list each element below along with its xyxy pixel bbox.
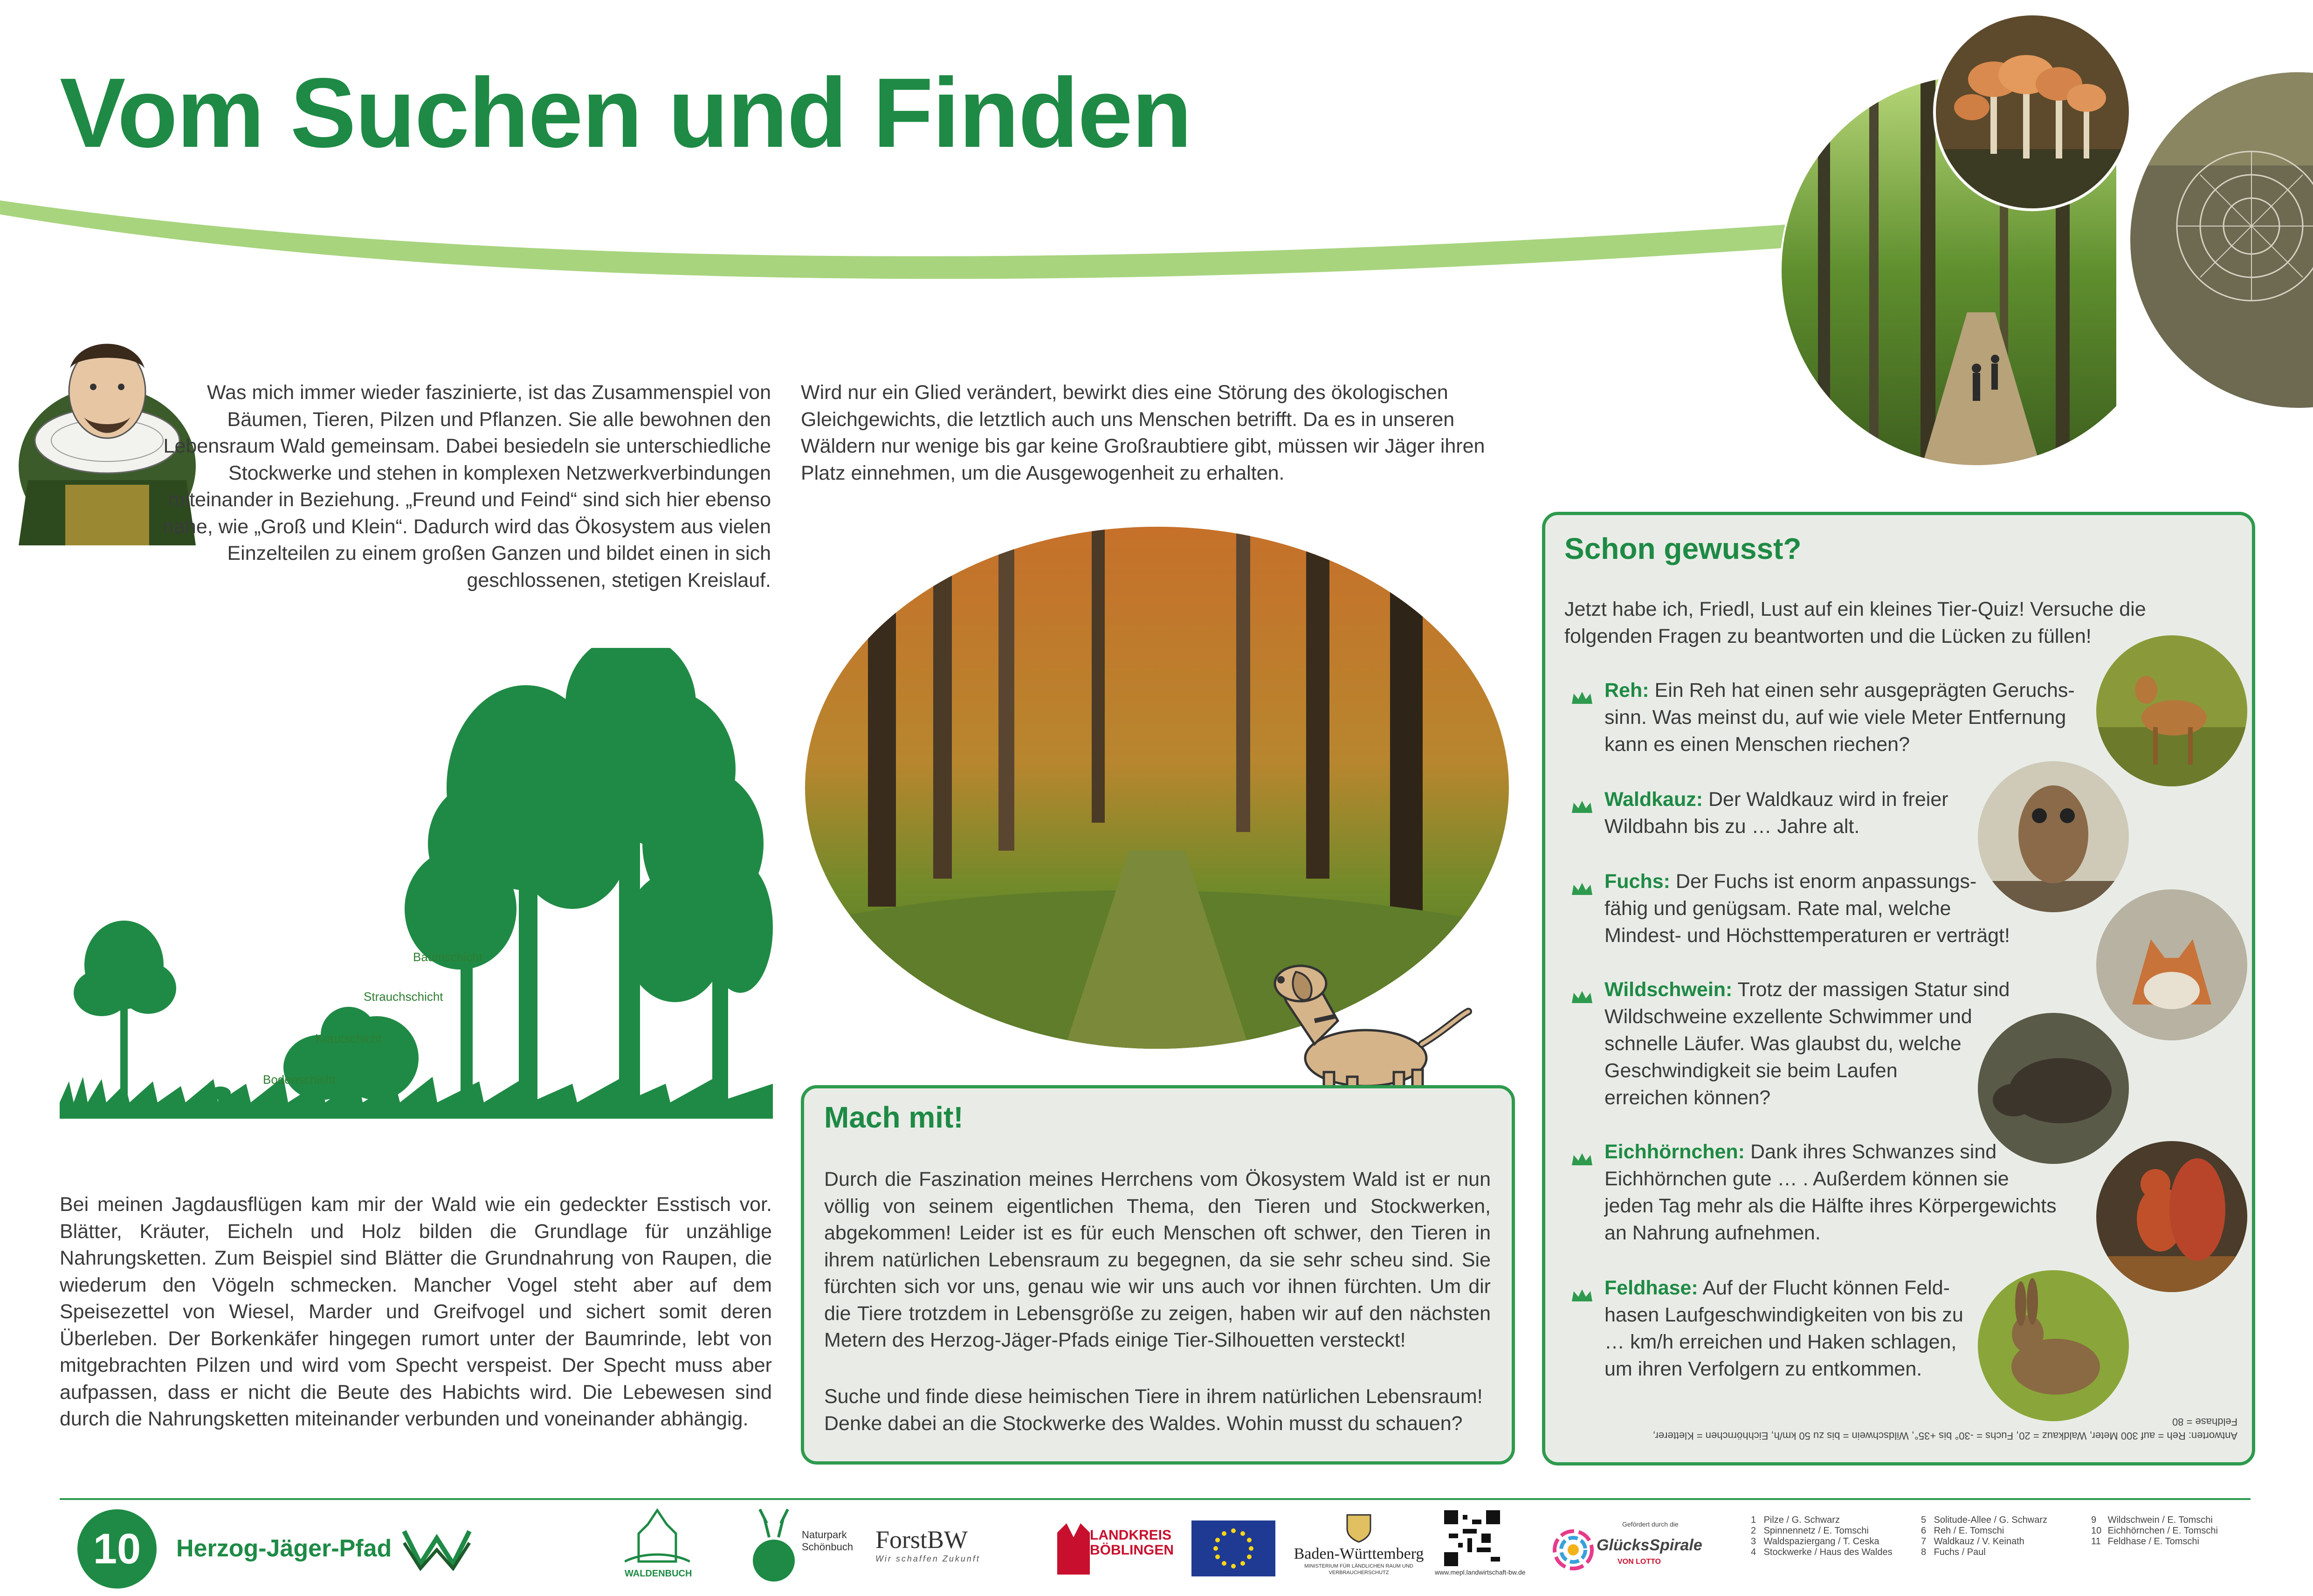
- layer-label-strauch: Strauchschicht: [364, 990, 443, 1004]
- credit-item: 10 Eichhörnchen / E. Tomschi: [2091, 1526, 2218, 1536]
- quiz-animal-feldhase: Feldhase:: [1604, 1277, 1698, 1299]
- baden-wuerttemberg-logo: [1291, 1510, 1426, 1576]
- trail-name: Herzog-Jäger-Pfad: [176, 1535, 392, 1562]
- credit-item: 3 Waldspaziergang / T. Ceska: [1751, 1536, 1879, 1547]
- mach-mit-paragraph-2: Suche und finde diese heimischen Tiere in ihrem natürlichen Lebensraum! Denke dabei an die Stockwerke des Waldes. Wohin musst du schauen?: [824, 1385, 1483, 1435]
- quiz-animal-waldkauz: Waldkauz:: [1604, 788, 1703, 811]
- photo-credits: [1751, 1515, 2254, 1575]
- lotto-label: VON LOTTO: [1618, 1558, 1661, 1566]
- quiz-line: Wildschweine exzellente Schwimmer und: [1604, 1005, 1972, 1028]
- hare-photo: [1976, 1269, 2130, 1423]
- quiz-line: Der Fuchs ist enorm anpassungs-: [1675, 870, 1977, 893]
- quiz-answers-line-2: Feldhase = 80: [2172, 1416, 2237, 1428]
- credit-item: 9 Wildschwein / E. Tomschi: [2091, 1515, 2213, 1525]
- station-number-badge: [77, 1509, 157, 1589]
- eu-flag-icon: [1191, 1520, 1275, 1576]
- quiz-line: hasen Laufgeschwindigkeiten von bis zu: [1604, 1304, 1963, 1326]
- station-number: 10: [93, 1525, 141, 1573]
- quiz-line: Trotz der massigen Statur sind: [1737, 978, 2010, 1001]
- quiz-intro: Jetzt habe ich, Friedl, Lust auf ein kleines Tier-Quiz! Versuche die folgenden Fragen zu beantworten und die Lücken zu füllen!: [1564, 598, 2146, 647]
- credit-item: 8 Fuchs / Paul: [1921, 1547, 1986, 1557]
- quiz-animal-wildschwein: Wildschwein:: [1604, 978, 1733, 1001]
- layer-label-baum: Baumschicht: [413, 950, 482, 964]
- crown-icon: [1571, 794, 1593, 808]
- credit-item: 7 Waldkauz / V. Keinath: [1921, 1536, 2024, 1547]
- bw-label: Baden-Württemberg: [1294, 1545, 1424, 1562]
- mach-mit-paragraph-1: Durch die Faszination meines Herrchens vom Ökosystem Wald ist er nun völlig von seinem eigentlichen Thema, den Tieren und Stockwerken, abgekommen! Leider ist es für euch Menschen oft schwer, den Tieren in ihrem natürlichen Lebensraum zu begegnen, da sie sehr scheu sind. Sie fürchten sich vor uns, genau wie wir uns auch vor ihnen fürchten. Um dir die Tiere trotzdem in Lebensgröße zu zeigen, haben wir auf den nächsten Metern des Herzog-Jäger-Pfads einige Tier-Silhouetten versteckt!: [824, 1168, 1491, 1351]
- intro-text: Was mich immer wieder faszinierte, ist das Zusammenspiel von Bäumen, Tieren, Pilzen und Pflanzen. Sie alle bewohnen den Lebensraum Wald gemeinsam. Dabei besiedeln sie unterschiedliche Stockwerke und stehen in komplexen Netzwerkverbindungen miteinander in Beziehung. „Freund und Feind“ sind sich hier ebenso nahe, wie „Groß und Klein“. Dadurch wird das Ökosystem aus vielen Einzelteilen zu einem großen Ganzen und bildet einen in sich geschlossenen, stetigen Kreislauf.: [163, 381, 771, 592]
- quiz-animal-eichhoernchen: Eichhörnchen:: [1604, 1141, 1745, 1163]
- crown-icon: [1571, 1282, 1593, 1296]
- quiz-item-feldhase: [1571, 1274, 2037, 1383]
- quiz-title: Schon gewusst?: [1564, 532, 1802, 565]
- layer-label-kraut: Krautschicht: [315, 1032, 382, 1046]
- credit-item: 4 Stockwerke / Haus des Waldes: [1751, 1547, 1893, 1557]
- quiz-line: um ihren Verfolgern zu entkommen.: [1604, 1358, 1922, 1380]
- crown-icon: [1571, 876, 1593, 890]
- spider-web-photo: [2112, 72, 2313, 408]
- landkreis-label: LANDKREIS BÖBLINGEN: [1090, 1527, 1174, 1558]
- crown-icon: [1571, 984, 1593, 998]
- quiz-line: kann es einen Menschen riechen?: [1604, 733, 1910, 756]
- quiz-line: schnelle Läufer. Was glaubst du, welche: [1604, 1032, 1962, 1055]
- forstbw-tagline: Wir schaffen Zukunft: [875, 1554, 980, 1563]
- forstbw-logo: [875, 1525, 1029, 1564]
- credit-item: 5 Solitude-Allee / G. Schwarz: [1921, 1515, 2047, 1525]
- naturpark-logo: [750, 1505, 862, 1589]
- quiz-item-reh: [1571, 677, 2084, 758]
- footer-divider: [60, 1498, 2251, 1500]
- quiz-line: fähig und genügsam. Rate mal, welche: [1604, 897, 1951, 920]
- quiz-line: erreichen können?: [1604, 1087, 1771, 1109]
- ecosystem-text: Wird nur ein Glied verändert, bewirkt dies eine Störung des ökologischen Gleichgewichts, die letztlich auch uns Menschen betrifft. Da es in unseren Wäldern nur wenige bis gar keine Großraubtiere gibt, müssen wir Jäger ihren Platz einnehmen, um die Ausgewogenheit zu erhalten.: [801, 381, 1485, 484]
- quiz-line: Wildbahn bis zu … Jahre alt.: [1604, 815, 1860, 838]
- trail-logo-icon: [402, 1524, 472, 1571]
- waldenbuch-logo: [625, 1506, 690, 1585]
- gluecksspirale-funded: Gefördert durch die: [1622, 1520, 1679, 1528]
- quiz-animal-reh: Reh:: [1604, 679, 1649, 702]
- quiz-item-waldkauz: [1571, 786, 2037, 840]
- credit-item: 11 Feldhase / E. Tomschi: [2091, 1536, 2199, 1547]
- forstbw-label: ForstBW: [875, 1526, 968, 1554]
- page-title: Vom Suchen und Finden: [60, 57, 1191, 168]
- quiz-line: Mindest- und Höchsttemperaturen er verträgt!: [1604, 924, 2010, 947]
- quiz-line: an Nahrung aufnehmen.: [1604, 1222, 1821, 1244]
- quiz-line: … km/h erreichen und Haken schlagen,: [1604, 1331, 1957, 1353]
- credit-item: 6 Reh / E. Tomschi: [1921, 1526, 2004, 1536]
- quiz-line: Eichhörnchen gute … . Außerdem können sie: [1604, 1168, 2009, 1190]
- bw-sublabel: MINISTERIUM FÜR LÄNDLICHEN RAUM UND VERBRAUCHERSCHUTZ: [1304, 1563, 1413, 1575]
- quiz-line: Dank ihres Schwanzes sind: [1750, 1141, 1997, 1163]
- quiz-line: Auf der Flucht können Feld-: [1702, 1277, 1950, 1299]
- quiz-line: Ein Reh hat einen sehr ausgeprägten Geruchs-: [1654, 679, 2075, 702]
- quiz-animal-fuchs: Fuchs:: [1604, 870, 1670, 893]
- quiz-answers: [1576, 1415, 2237, 1443]
- food-chain-text: Bei meinen Jagdausflügen kam mir der Wald wie ein gedeckter Esstisch vor. Blätter, Kräuter, Eicheln und Holz bilden die Grundlage für unzählige Nahrungsketten. Zum Beispiel sind Blätter die Grundnahrung von Raupen, die wiederum den Vögeln schmecken. Mancher Vogel steht aber auf dem Speisezettel von Wiesel, Marder und Greifvogel und sichert somit deren Überleben. Der Borkenkäfer hingegen rumort unter der Baumrinde, lebt von mitgebrachten Pilzen und wird vom Specht verspeist. Der Specht muss aber aufpassen, dass er nicht die Beute des Habichts wird. Die Lebewesen sind durch die Nahrungsketten miteinander verbunden und voneinander abhängig.: [60, 1193, 772, 1430]
- mach-mit-title: Mach mit!: [824, 1101, 964, 1134]
- header-swoosh: [0, 186, 1865, 289]
- layer-label-boden: Bodenschicht: [263, 1073, 336, 1087]
- quiz-line: Der Waldkauz wird in freier: [1708, 788, 1948, 811]
- qr-code: [1435, 1510, 1526, 1576]
- forest-layers-illustration: [60, 648, 773, 1119]
- gluecksspirale-label: GlücksSpirale: [1597, 1536, 1702, 1554]
- credit-item: 1 Pilze / G. Schwarz: [1751, 1515, 1840, 1525]
- quiz-item-wildschwein: [1571, 976, 2037, 1111]
- mushroom-photo: [1930, 9, 2135, 214]
- quiz-answers-line-1: Antworten: Reh = auf 300 Meter, Waldkauz = 20, Fuchs = -30° bis +35°, Wildschwein = bis zu 50 km/h, Eichhörnchen = Kletterer,: [1652, 1430, 2237, 1442]
- landkreis-logo: [1053, 1514, 1183, 1584]
- quiz-line: sinn. Was meinst du, auf wie viele Meter Entfernung: [1604, 706, 2066, 729]
- quiz-line: jeden Tag mehr als die Hälfte ihres Körpergewichts: [1604, 1195, 2057, 1217]
- waldenbuch-label: WALDENBUCH: [625, 1568, 692, 1579]
- crown-icon: [1571, 1146, 1593, 1160]
- crown-icon: [1571, 685, 1593, 699]
- naturpark-label: Naturpark Schönbuch: [802, 1529, 854, 1553]
- credit-item: 2 Spinnennetz / E. Tomschi: [1751, 1526, 1869, 1536]
- qr-url: www.mepl.landwirtschaft-bw.de: [1435, 1568, 1526, 1576]
- gluecksspirale-logo: [1552, 1520, 1702, 1581]
- quiz-line: Geschwindigkeit sie beim Laufen: [1604, 1059, 1898, 1082]
